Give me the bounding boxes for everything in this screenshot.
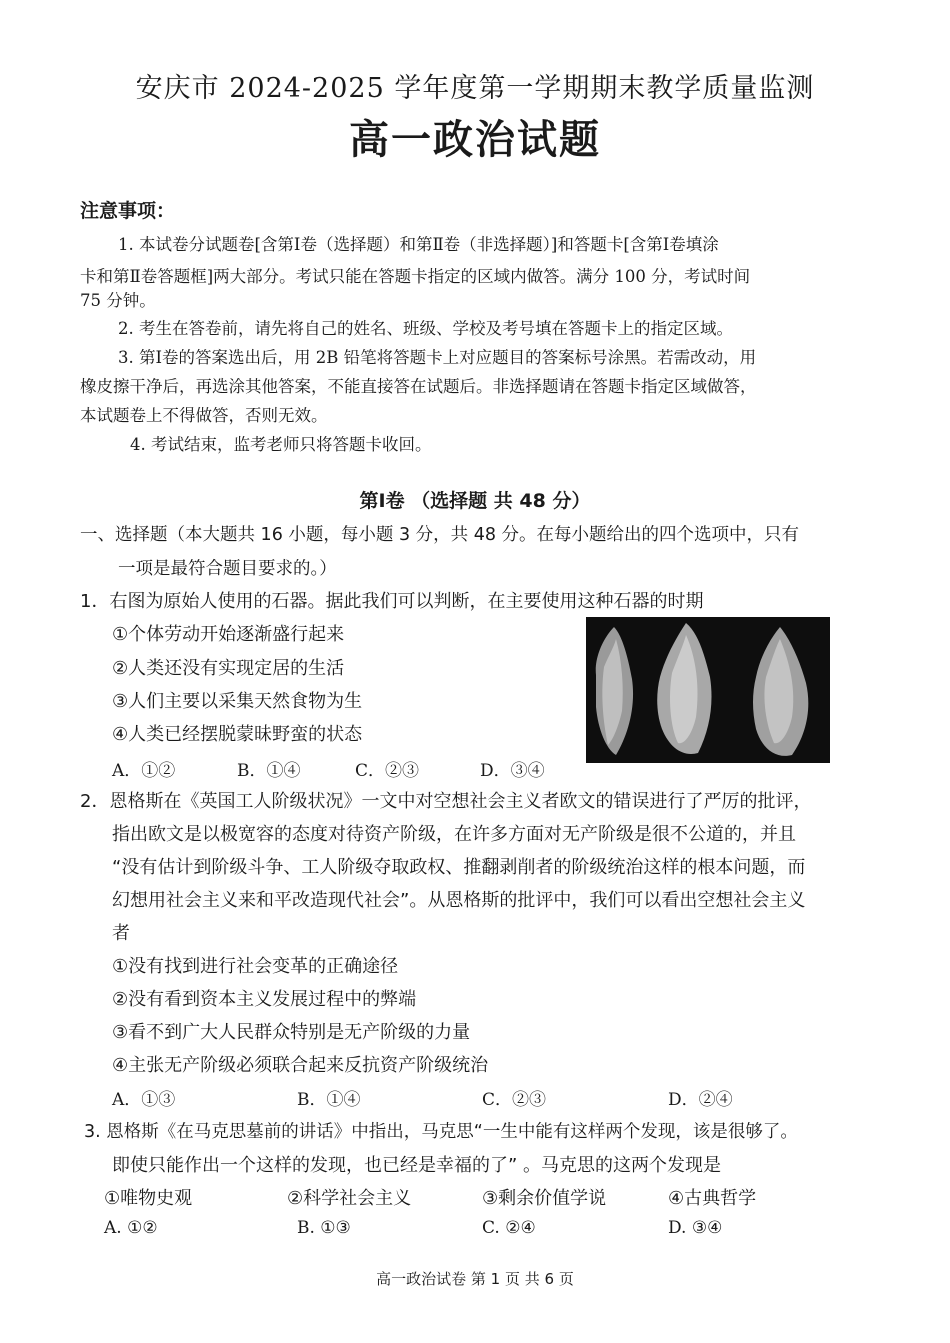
question-2-item: ④主张无产阶级必须联合起来反抗资产阶级统治 bbox=[112, 1055, 489, 1076]
question-2-stem: 2．恩格斯在《英国工人阶级状况》一文中对空想社会主义者欧文的错误进行了严厉的批评， bbox=[80, 791, 812, 812]
question-3-item: ③剩余价值学说 bbox=[482, 1188, 607, 1209]
question-3-item: ④古典哲学 bbox=[668, 1188, 757, 1209]
question-3-item: ②科学社会主义 bbox=[287, 1188, 412, 1209]
notice-line: 3. 第Ⅰ卷的答案选出后，用 2B 铅笔将答题卡上对应题目的答案标号涂黑。若需改动，用 bbox=[118, 348, 757, 367]
question-2-item: ③看不到广大人民群众特别是无产阶级的力量 bbox=[112, 1022, 471, 1043]
stone-tools-illustration bbox=[586, 617, 830, 763]
stone-tools-image bbox=[586, 617, 830, 763]
question-2-option-b[interactable]: B．①④ bbox=[297, 1090, 361, 1110]
question-3-option-a[interactable]: A. ①② bbox=[104, 1218, 158, 1238]
notice-line: 橡皮擦干净后，再选涂其他答案，不能直接答在试题后。非选择题请在答题卡指定区域做答， bbox=[80, 377, 757, 396]
question-2-stem-cont: “没有估计到阶级斗争、工人阶级夺取政权、推翻剥削者的阶级统治这样的根本问题，而 bbox=[112, 857, 806, 878]
question-2-option-d[interactable]: D．②④ bbox=[668, 1090, 733, 1110]
question-1-item: ④人类已经摆脱蒙昧野蛮的状态 bbox=[112, 724, 363, 745]
question-2-item: ②没有看到资本主义发展过程中的弊端 bbox=[112, 989, 417, 1010]
page-footer: 高一政治试卷 第 1 页 共 6 页 bbox=[376, 1270, 574, 1288]
notice-line: 本试题卷上不得做答，否则无效。 bbox=[80, 406, 328, 425]
question-1-stem: 1．右图为原始人使用的石器。据此我们可以判断，在主要使用这种石器的时期 bbox=[80, 591, 704, 612]
question-1-option-a[interactable]: A．①② bbox=[112, 761, 176, 781]
section-title: 第Ⅰ卷 （选择题 共 48 分） bbox=[359, 490, 591, 512]
question-1-option-d[interactable]: D．③④ bbox=[480, 761, 545, 781]
notice-heading: 注意事项： bbox=[80, 200, 176, 222]
question-2-stem-cont: 指出欧文是以极宽容的态度对待资产阶级，在许多方面对无产阶级是很不公道的，并且 bbox=[112, 824, 796, 845]
question-2-option-a[interactable]: A．①③ bbox=[112, 1090, 176, 1110]
notice-line: 75 分钟。 bbox=[80, 291, 156, 310]
question-3-option-c[interactable]: C. ②④ bbox=[482, 1218, 536, 1238]
question-1-option-b[interactable]: B．①④ bbox=[237, 761, 301, 781]
question-2-stem-cont: 者 bbox=[112, 923, 130, 944]
question-1-item: ③人们主要以采集天然食物为生 bbox=[112, 691, 363, 712]
notice-line: 4. 考试结束，监考老师只将答题卡收回。 bbox=[130, 435, 432, 454]
question-3-stem-cont: 即使只能作出一个这样的发现，也已经是幸福的了” 。马克思的这两个发现是 bbox=[112, 1155, 722, 1176]
question-1-item: ①个体劳动开始逐渐盛行起来 bbox=[112, 624, 345, 645]
notice-line: 2. 考生在答卷前，请先将自己的姓名、班级、学校及考号填在答题卡上的指定区域。 bbox=[118, 319, 733, 338]
section-instructions-cont: 一项是最符合题目要求的。） bbox=[118, 559, 337, 579]
question-2-option-c[interactable]: C．②③ bbox=[482, 1090, 547, 1110]
section-instructions: 一、选择题（本大题共 16 小题，每小题 3 分，共 48 分。在每小题给出的四个选项中，只有 bbox=[80, 525, 800, 545]
question-3-option-b[interactable]: B. ①③ bbox=[297, 1218, 351, 1238]
question-2-item: ①没有找到进行社会变革的正确途径 bbox=[112, 956, 399, 977]
question-3-stem: 3. 恩格斯《在马克思墓前的讲话》中指出，马克思“一生中能有这样两个发现，该是很够了。 bbox=[84, 1122, 798, 1142]
question-1-option-c[interactable]: C．②③ bbox=[355, 761, 420, 781]
exam-header-title: 安庆市 2024-2025 学年度第一学期期末教学质量监测 bbox=[135, 73, 815, 104]
question-3-option-d[interactable]: D. ③④ bbox=[668, 1218, 723, 1238]
notice-line: 1. 本试卷分试题卷[含第Ⅰ卷（选择题）和第Ⅱ卷（非选择题）]和答题卡[含第Ⅰ卷填涂 bbox=[118, 235, 719, 254]
question-2-stem-cont: 幻想用社会主义来和平改造现代社会”。从恩格斯的批评中，我们可以看出空想社会主义 bbox=[112, 890, 806, 911]
question-3-item: ①唯物史观 bbox=[104, 1188, 193, 1209]
exam-subject-title: 高一政治试题 bbox=[349, 116, 601, 163]
notice-line: 卡和第Ⅱ卷答题框]两大部分。考试只能在答题卡指定的区域内做答。满分 100 分，考试时间 bbox=[80, 267, 751, 286]
question-1-item: ②人类还没有实现定居的生活 bbox=[112, 658, 345, 679]
